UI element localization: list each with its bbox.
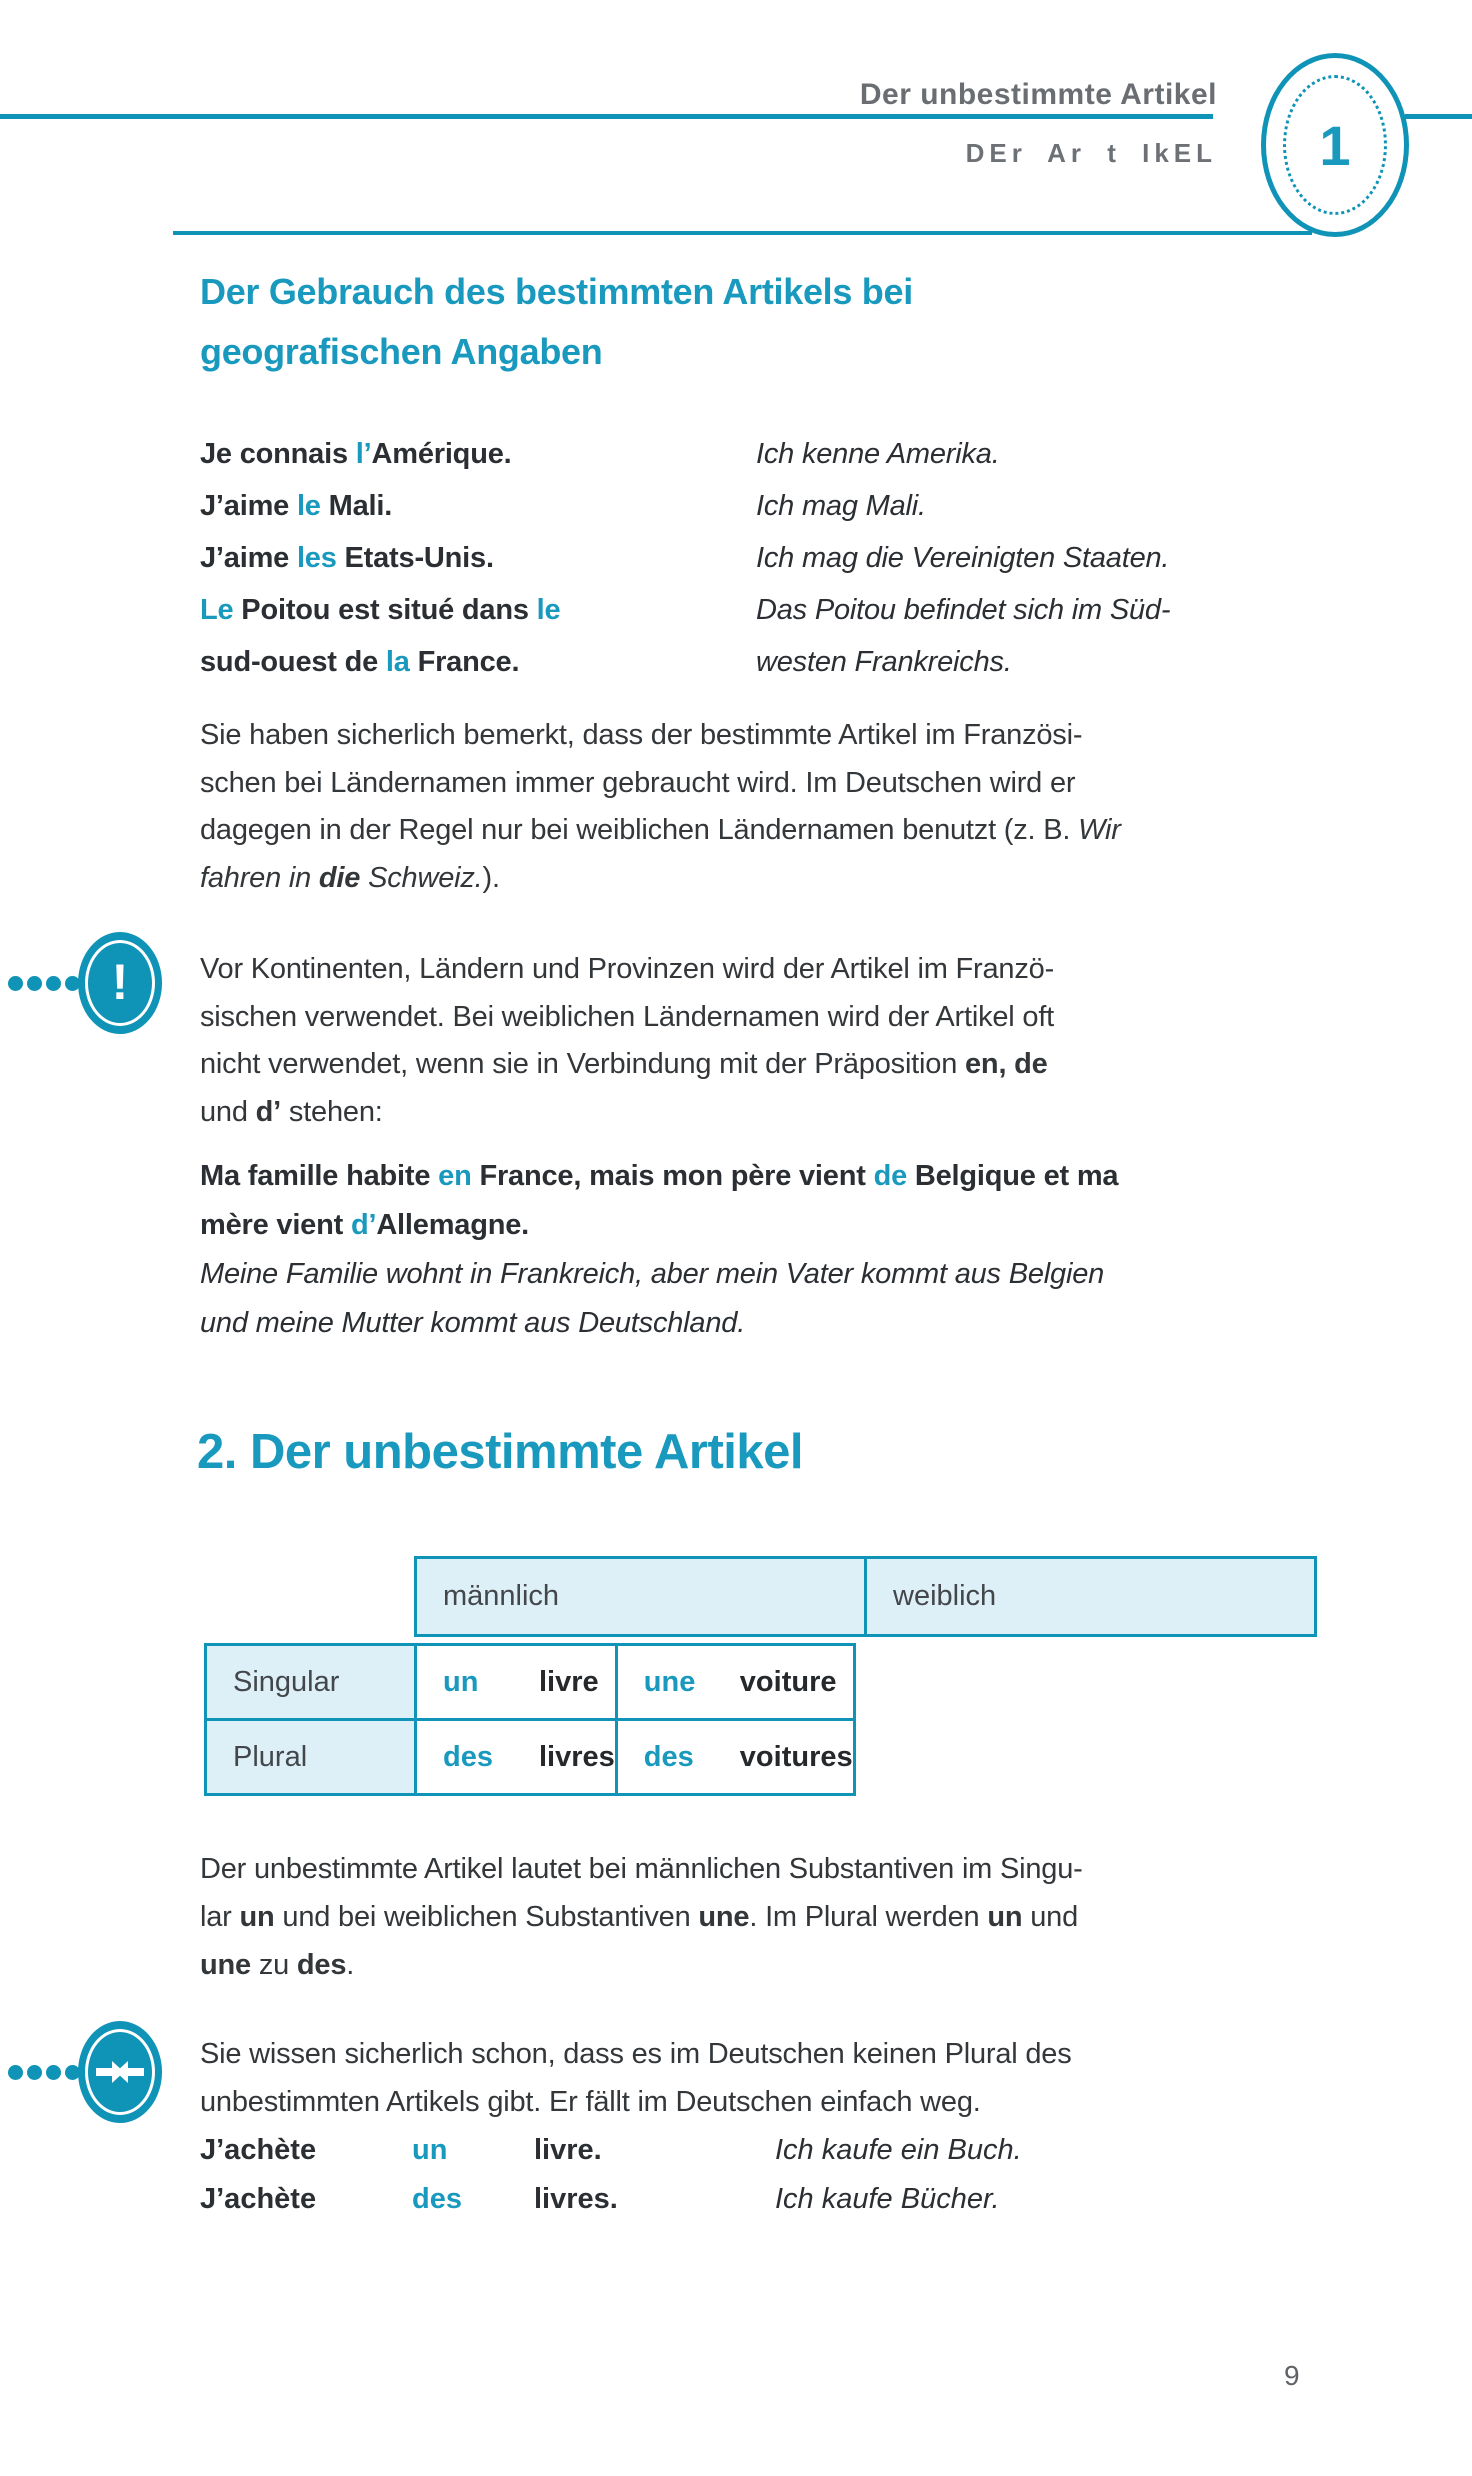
paragraph-line: schen bei Ländernamen immer gebraucht wird. Im Deutschen wird er [200,766,1076,799]
indefinite-article-table [204,1556,1317,1796]
article: un [443,1665,479,1698]
example-subject: J’achète [200,2134,317,2166]
example-german: Das Poitou befindet sich im Süd- [756,594,1171,626]
paragraph-line: une zu des. [200,1949,355,1981]
chapter-number: 1 [1319,113,1351,177]
section2-heading: 2. Der unbestimmte Artikel [197,1425,804,1479]
merge-arrows-icon [78,2021,162,2123]
article: des [643,1740,694,1773]
paragraph-line: fahren in die Schweiz.). [200,861,500,894]
example-line: mère vient d’Allemagne. [200,1209,530,1241]
example-french: J’aime le Mali. [200,490,393,522]
section-top-rule [173,231,1312,235]
table-row-label: Plural [206,1720,416,1795]
noun: livre [539,1665,599,1698]
example-row [200,2126,1022,2175]
page-number: 9 [1284,2360,1300,2391]
dot [46,2065,61,2080]
example-famille-french [200,1152,1118,1250]
section1-heading-line2: geografischen Angaben [200,331,603,372]
icon-ring [85,940,155,1026]
chapter-badge [1261,53,1409,237]
table-row [206,1720,855,1795]
exclamation-glyph: ! [111,954,129,1010]
note-paragraph-continents [200,946,1054,1136]
example-german: Ich kenne Amerika. [756,438,1000,470]
paragraph-line: lar un und bei weiblichen Substantiven une. Im Plural werden un und [200,1901,1079,1933]
paragraph-line: dagegen in der Regel nur bei weiblichen Ländernamen benutzt (z. B. Wir [200,814,1121,846]
example-noun: livres. [534,2183,618,2215]
example-translation: Ich kaufe ein Buch. [775,2134,1022,2166]
paragraph-indefinite-article [200,1845,1083,1989]
table-cell [616,1645,854,1720]
dot [27,976,42,991]
example-subject: J’achète [200,2183,317,2215]
running-header-subtitle: DEr Ar t IkEL [965,138,1217,168]
example-line: und meine Mutter kommt aus Deutschland. [200,1307,746,1339]
example-famille-german [200,1250,1104,1348]
table-cell [616,1720,854,1795]
paragraph-line: Sie haben sicherlich bemerkt, dass der bestimmte Artikel im Französi- [200,719,1083,751]
section1-heading-line1: Der Gebrauch des bestimmten Artikels bei [200,271,913,312]
paragraph-line: und d’ stehen: [200,1095,383,1128]
margin-dots [8,2065,80,2080]
example-row [200,2175,1022,2224]
example-article: un [412,2134,448,2166]
exclamation-icon [78,932,162,1034]
paragraph-line: nicht verwendet, wenn sie in Verbindung mit der Präposition en, de [200,1048,1048,1080]
example-article: des [412,2183,462,2215]
paragraph-line: Der unbestimmte Artikel lautet bei männlichen Substantiven im Singu- [200,1853,1083,1885]
noun: voitures [739,1740,853,1773]
example-german: westen Frankreichs. [756,646,1012,678]
noun: livres [539,1740,615,1773]
paragraph-definite-article [200,712,1121,902]
table-cell [416,1645,617,1720]
example-translation: Ich kaufe Bücher. [775,2183,1000,2215]
example-noun: livre. [534,2134,602,2166]
dot [27,2065,42,2080]
example-french: J’aime les Etats-Unis. [200,542,494,574]
example-german: Ich mag Mali. [756,490,926,522]
table-header-row [414,1556,1317,1637]
merge-arrows-glyph [94,2057,146,2087]
header-rule-right [1405,114,1472,119]
table-col-header-feminine: weiblich [866,1558,1316,1636]
example-french: Je connais l’Amérique. [200,438,512,470]
section1-heading [200,262,913,382]
table-row [206,1645,855,1720]
table-row-label: Singular [206,1645,416,1720]
margin-dots [8,976,80,991]
icon-ring [85,2029,155,2115]
example-line: Ma famille habite en France, mais mon père vient de Belgique et ma [200,1160,1119,1192]
article: une [643,1665,696,1698]
example-french: sud-ouest de la France. [200,646,520,678]
example-german: Ich mag die Vereinigten Staaten. [756,542,1170,574]
table-col-header-masculine: männlich [416,1558,866,1636]
paragraph-line: unbestimmten Artikels gibt. Er fällt im Deutschen einfach weg. [200,2085,981,2118]
table-cell [416,1720,617,1795]
noun: voiture [739,1665,837,1698]
paragraph-line: sischen verwendet. Bei weiblichen Ländernamen wird der Artikel oft [200,1000,1055,1033]
dot [46,976,61,991]
article: des [443,1740,493,1773]
example-french: Le Poitou est situé dans le [200,594,561,626]
dot [8,2065,23,2080]
example-block-achete [200,2126,1022,2224]
example-line: Meine Familie wohnt in Frankreich, aber mein Vater kommt aus Belgien [200,1258,1105,1290]
note-paragraph-plural [200,2031,1072,2126]
running-header-title: Der unbestimmte Artikel [859,78,1217,111]
paragraph-line: Sie wissen sicherlich schon, dass es im Deutschen keinen Plural des [200,2038,1072,2070]
dot [8,976,23,991]
header-rule-left [0,114,1213,119]
paragraph-line: Vor Kontinenten, Ländern und Provinzen wird der Artikel im Franzö- [200,953,1055,985]
example-block-geography [200,428,1170,688]
table-body [204,1643,856,1796]
